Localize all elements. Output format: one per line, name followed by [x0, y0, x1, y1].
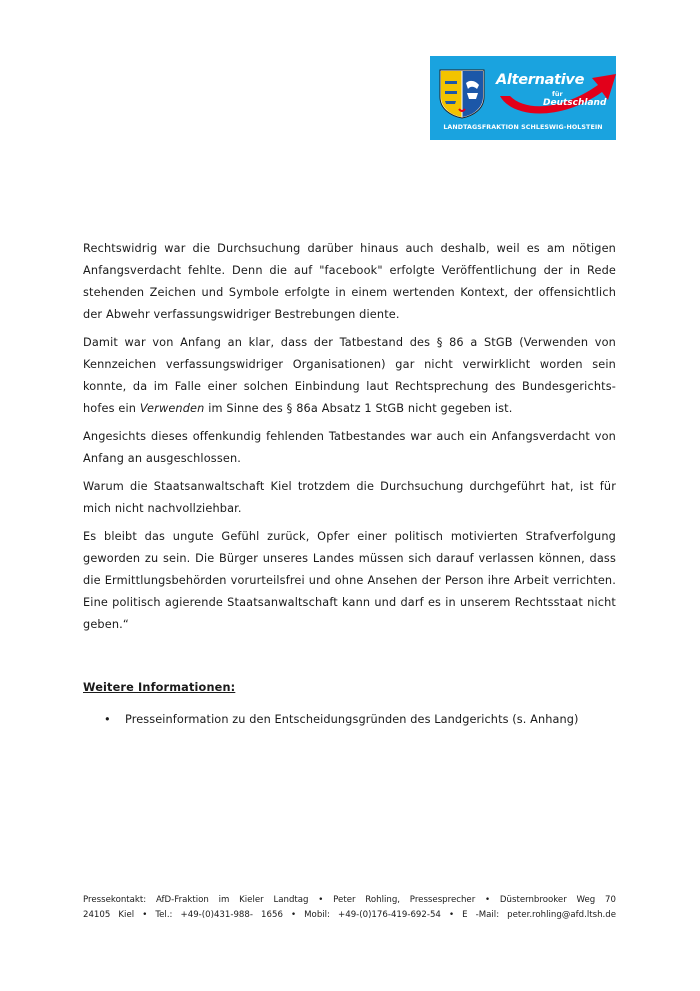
logo-fraktion-text: LANDTAGSFRAKTION SCHLESWIG-HOLSTEIN	[443, 124, 603, 131]
footer-line-2: 24105 Kiel • Tel.: +49-(0)431-988- 1656 • Mobil: +49-(0)176-419-692-54 • E -Mail: peter.rohling@afd.ltsh.de	[83, 910, 616, 920]
paragraph-4: Warum die Staatsanwaltschaft Kiel trotzdem die Durchsuchung durchgeführt hat, ist für mich nicht nachvollziehbar.	[83, 480, 616, 515]
paragraph-2-part-a: Damit war von Anfang an klar, dass der Tatbestand des § 86 a StGB (Verwenden von Kennzeichen verfassungswidriger Organisationen) gar nicht verwirklicht worden sein konnte, da im Falle einer solchen Einbindung laut Rechtsprechung des Bundesgerichts-hofes ein	[83, 336, 616, 415]
paragraph-3: Angesichts dieses offenkundig fehlenden Tatbestandes war auch ein Anfangsverdacht von Anfang an ausgeschlossen.	[83, 430, 616, 465]
coat-of-arms-icon	[439, 69, 485, 119]
bullet-icon: •	[104, 713, 111, 726]
paragraph-5: Es bleibt das ungute Gefühl zurück, Opfer einer politisch motivierten Strafverfolgung geworden zu sein. Die Bürger unseres Landes müssen sich darauf verlassen können, dass die Ermittlungsbehörden vorurteilsfrei und ohne Ansehen der Person ihre Arbeit verrichten. Eine politisch agierende Staatsanwaltschaft kann und darf es in unserem Rechtsstaat nicht geben.“	[83, 530, 616, 631]
paragraph-2	[83, 332, 616, 420]
press-contact-footer	[83, 893, 616, 923]
paragraph-1: Rechtswidrig war die Durchsuchung darüber hinaus auch deshalb, weil es am nötigen Anfangsverdacht fehlte. Denn die auf "facebook" erfolgte Veröffentlichung der in Rede stehenden Zeichen und Symbole erfolgte in einem wertenden Kontext, der offensichtlich der Abwehr verfassungswidriger Bestrebungen diente.	[83, 242, 616, 321]
afd-logo	[430, 56, 616, 140]
list-item-text: Presseinformation zu den Entscheidungsgründen des Landgerichts (s. Anhang)	[125, 713, 579, 726]
further-information-heading: Weitere Informationen:	[83, 681, 236, 694]
further-information-list	[83, 710, 616, 730]
paragraph-2-emphasis: Verwenden	[139, 402, 205, 415]
paragraph-2-part-b: im Sinne des § 86a Absatz 1 StGB nicht gegeben ist.	[204, 402, 513, 415]
logo-fuer-text: für	[552, 90, 563, 98]
logo-country-text: Deutschland	[543, 98, 607, 108]
footer-line-1: Pressekontakt: AfD-Fraktion im Kieler Landtag • Peter Rohling, Pressesprecher • Düsternbrooker Weg 70	[83, 895, 616, 905]
list-item	[83, 710, 616, 730]
logo-brand-text: Alternative	[496, 72, 585, 88]
press-release-body	[83, 238, 616, 642]
